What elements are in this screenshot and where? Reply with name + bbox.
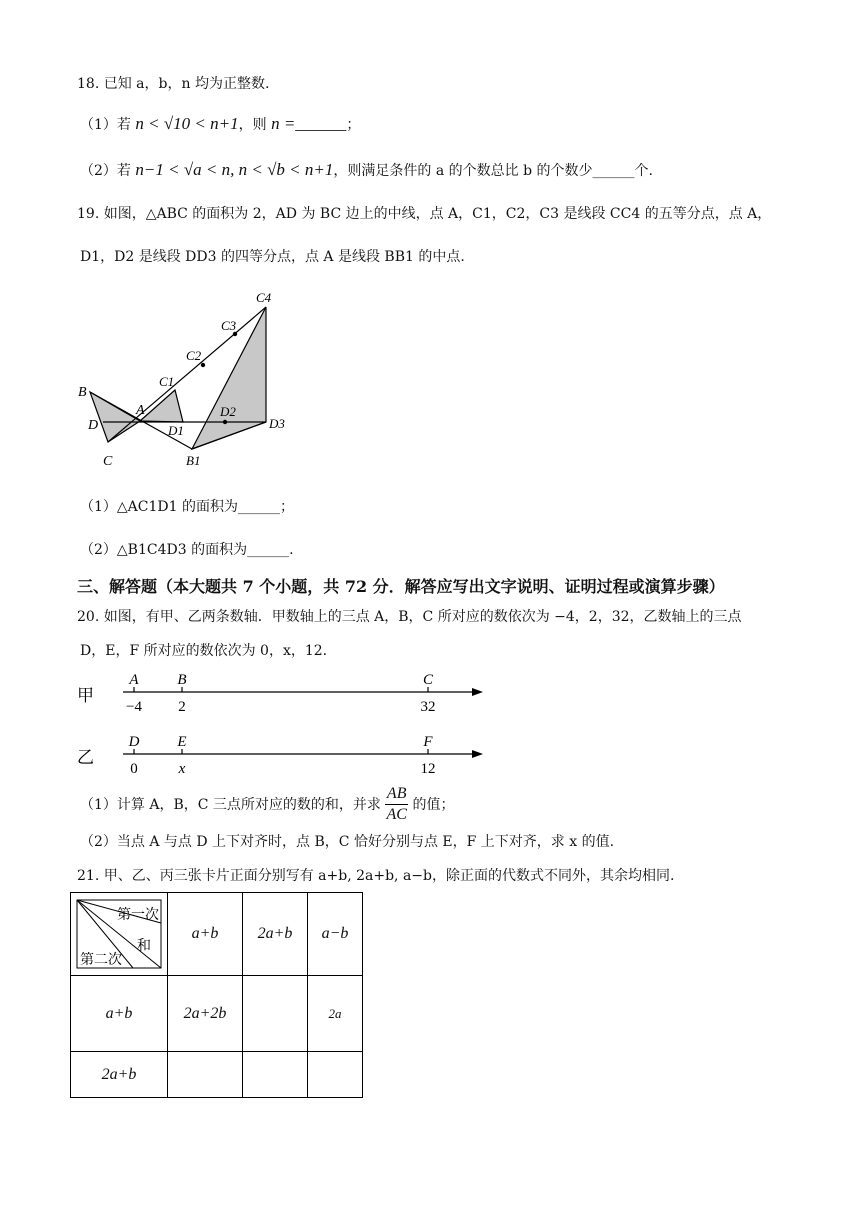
axis1-point-a-label: A — [129, 672, 139, 688]
axis2-name: 乙 — [77, 748, 94, 767]
label-c3: C3 — [221, 318, 237, 333]
q18-part1-end: ； — [346, 117, 361, 133]
axis2-point-e-label: E — [177, 734, 187, 750]
label-d3: D3 — [269, 416, 285, 431]
triangle-ac1d1 — [140, 390, 183, 422]
axis1-point-c-label: C — [422, 672, 434, 688]
section-3-heading: 三、解答题（本大题共 7 个小题，共 72 分．解答应写出文字说明、证明过程或演算步骤） — [77, 577, 725, 596]
q18-part2 — [80, 160, 653, 181]
axis1-point-a-value: −4 — [126, 699, 142, 715]
col-header-2: 2a+b — [243, 893, 308, 976]
corner-second-draw: 第二次 — [80, 953, 122, 968]
row-header-2: 2a+b — [71, 1052, 168, 1098]
point-c2 — [201, 363, 205, 367]
label-d1: D1 — [168, 423, 184, 438]
q19-part1: （1）△AC1D1 的面积为______； — [80, 499, 294, 515]
table-corner-cell — [71, 893, 168, 976]
q18-stem: 18. 已知 a，b，n 均为正整数. — [77, 76, 270, 92]
row-header-1: a+b — [71, 976, 168, 1052]
cell-r1-c2 — [243, 976, 308, 1052]
q19-line1: 19. 如图，△ABC 的面积为 2，AD 为 BC 边上的中线，点 A，C1，C2，C3 是线段 CC4 的五等分点，点 A， — [77, 206, 772, 222]
axis2-arrow — [472, 750, 483, 758]
axis2-point-f-value: 12 — [420, 761, 436, 777]
q20-part2: （2）当点 A 与点 D 上下对齐时，点 B，C 恰好分别与点 E，F 上下对齐，求 x 的值. — [80, 834, 615, 850]
axis1-point-b-value: 2 — [178, 699, 186, 715]
q20-part1-prefix: （1）计算 A，B，C 三点所对应的数的和，并求 — [80, 797, 381, 813]
cell-r2-c3 — [308, 1052, 363, 1098]
q18-part2-text: ，则满足条件的 a 的个数总比 b 的个数少______个. — [333, 163, 653, 179]
q18-part2-inequality: n−1 < √a < n, n < √b < n+1 — [135, 160, 334, 179]
q20-line2: D，E，F 所对应的数依次为 0，x，12. — [80, 643, 328, 659]
cell-r2-c2 — [243, 1052, 308, 1098]
label-d: D — [88, 418, 99, 433]
cell-r1-c1: 2a+2b — [168, 976, 243, 1052]
q20-fraction-numerator: AB — [385, 784, 409, 805]
label-a: A — [136, 403, 145, 418]
corner-first-draw: 第一次 — [117, 908, 159, 923]
q18-part1-mid: ，则 — [238, 117, 267, 133]
col-header-3: a−b — [308, 893, 363, 976]
q18-part1 — [80, 114, 360, 135]
triangle-abc — [90, 392, 140, 442]
axis2-point-e-value: x — [178, 761, 186, 777]
axis2-point-d-label: D — [128, 734, 140, 750]
q21-line1: 21. 甲、乙、丙三张卡片正面分别写有 a+b, 2a+b, a−b，除正面的代数式不同外，其余均相同. — [77, 868, 675, 884]
label-b: B — [78, 385, 87, 400]
axis2-point-f-label: F — [423, 734, 433, 750]
axis2-point-d-value: 0 — [130, 761, 138, 777]
q18-part2-prefix: （2）若 — [80, 163, 131, 179]
label-c2: C2 — [186, 348, 202, 363]
axis1-name: 甲 — [77, 686, 94, 705]
q20-line1: 20. 如图，有甲、乙两条数轴．甲数轴上的三点 A，B，C 所对应的数依次为 −4，2，32，乙数轴上的三点 — [77, 609, 742, 625]
label-b1: B1 — [186, 453, 201, 468]
q21-sum-table — [70, 892, 363, 1098]
label-d2: D2 — [220, 404, 236, 419]
q20-number-lines — [75, 668, 495, 780]
q20-part1 — [80, 782, 454, 826]
q19-line2: D1，D2 是线段 DD3 的四等分点，点 A 是线段 BB1 的中点. — [80, 249, 465, 265]
corner-sum: 和 — [137, 939, 151, 954]
q20-part1-suffix: 的值； — [412, 797, 455, 813]
q19-triangle-figure — [70, 285, 300, 485]
label-c: C — [103, 454, 113, 469]
label-c1: C1 — [159, 374, 175, 389]
q18-part1-inequality: n < √10 < n+1 — [135, 114, 239, 133]
q18-part1-answer-blank: n =______ — [271, 114, 347, 133]
axis1-arrow — [472, 688, 483, 696]
label-c4: C4 — [256, 290, 272, 305]
q20-fraction — [385, 784, 409, 825]
cell-r2-c1 — [168, 1052, 243, 1098]
q20-fraction-denominator: AC — [386, 805, 407, 823]
q18-part1-prefix: （1）若 — [80, 117, 131, 133]
axis1-point-c-value: 32 — [420, 699, 436, 715]
col-header-1: a+b — [168, 893, 243, 976]
q19-part2: （2）△B1C4D3 的面积为______. — [80, 542, 294, 558]
point-d2 — [223, 420, 227, 424]
cell-r1-c3: 2a — [308, 976, 363, 1052]
axis1-point-b-label: B — [177, 672, 187, 688]
